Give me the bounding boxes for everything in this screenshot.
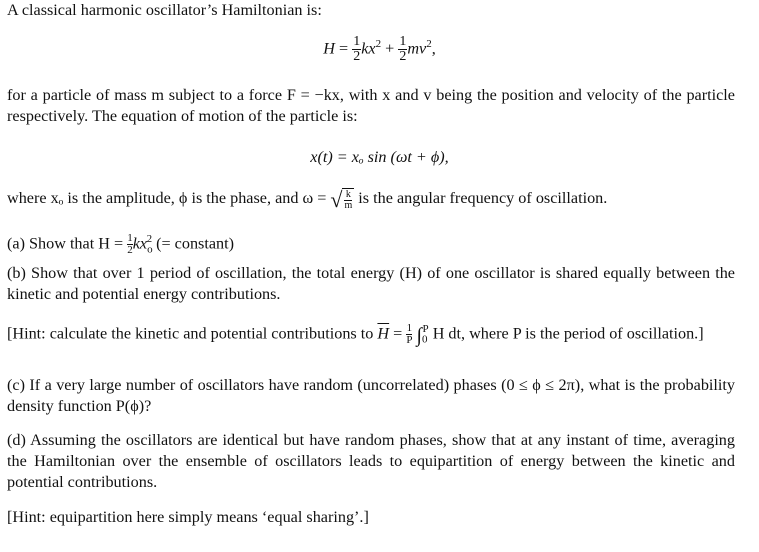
eq1-term1: kx — [361, 39, 376, 58]
omega-sqrt: √ $\frac{k}{m}$ — [330, 186, 353, 212]
eq1-tail: , — [431, 39, 436, 58]
eq1-frac1: $\frac{1}{2}$ — [353, 34, 361, 65]
para2-after: is the angular frequency of oscillation. — [354, 189, 608, 208]
hint-d: [Hint: equipartition here simply means ‘equal sharing’.] — [7, 508, 369, 526]
eq1-sq2: 2 — [426, 38, 432, 50]
intro-text: A classical harmonic oscillator’s Hamiltonian is: — [7, 1, 322, 19]
eq1-lhs: H — [323, 39, 335, 58]
para-force: for a particle of mass m subject to a force F = −kx, with x and v being the position and velocity of the particle respectively. The equation of motion of the particle is: — [7, 86, 735, 125]
motion-equation: x(t) = xₒ sin (ωt + ϕ), — [310, 148, 449, 166]
hamiltonian-equation — [0, 34, 759, 64]
para-amplitude — [7, 188, 735, 211]
eq1-sq1: 2 — [375, 38, 382, 50]
eq1-frac2: $\frac{1}{2}$ — [399, 34, 407, 65]
eq1-plus: + — [381, 39, 399, 58]
eq1-term2: mv — [407, 39, 427, 58]
part-d: (d) Assuming the oscillators are identical but have random phases, show that at any instant of time, averaging the Hamiltonian over the ensemble of oscillators leads to equipartition of energy between the kinetic and potential contributions. — [7, 431, 735, 491]
part-c: (c) If a very large number of oscillators have random (uncorrelated) phases (0 ≤ ϕ ≤ 2π), what is the probability density function P(ϕ)? — [7, 376, 735, 415]
part-a: (a) Show that $H = \frac{1}{2}kx_o^2$ (= constant) — [7, 232, 235, 257]
hint-b: [Hint: calculate the kinetic and potential contributions to $\overline{H} = \frac{1}{P} \int_0^P$ H dt, where P is the period of oscillation.] — [7, 322, 704, 347]
eq1-eq: = — [334, 39, 353, 58]
part-b: (b) Show that over 1 period of oscillation, the total energy (H) of one oscillator is shared equally between the kinetic and potential energy contributions. — [7, 264, 735, 303]
para2-before: where xₒ is the amplitude, ϕ is the phase, and ω = — [7, 189, 331, 208]
